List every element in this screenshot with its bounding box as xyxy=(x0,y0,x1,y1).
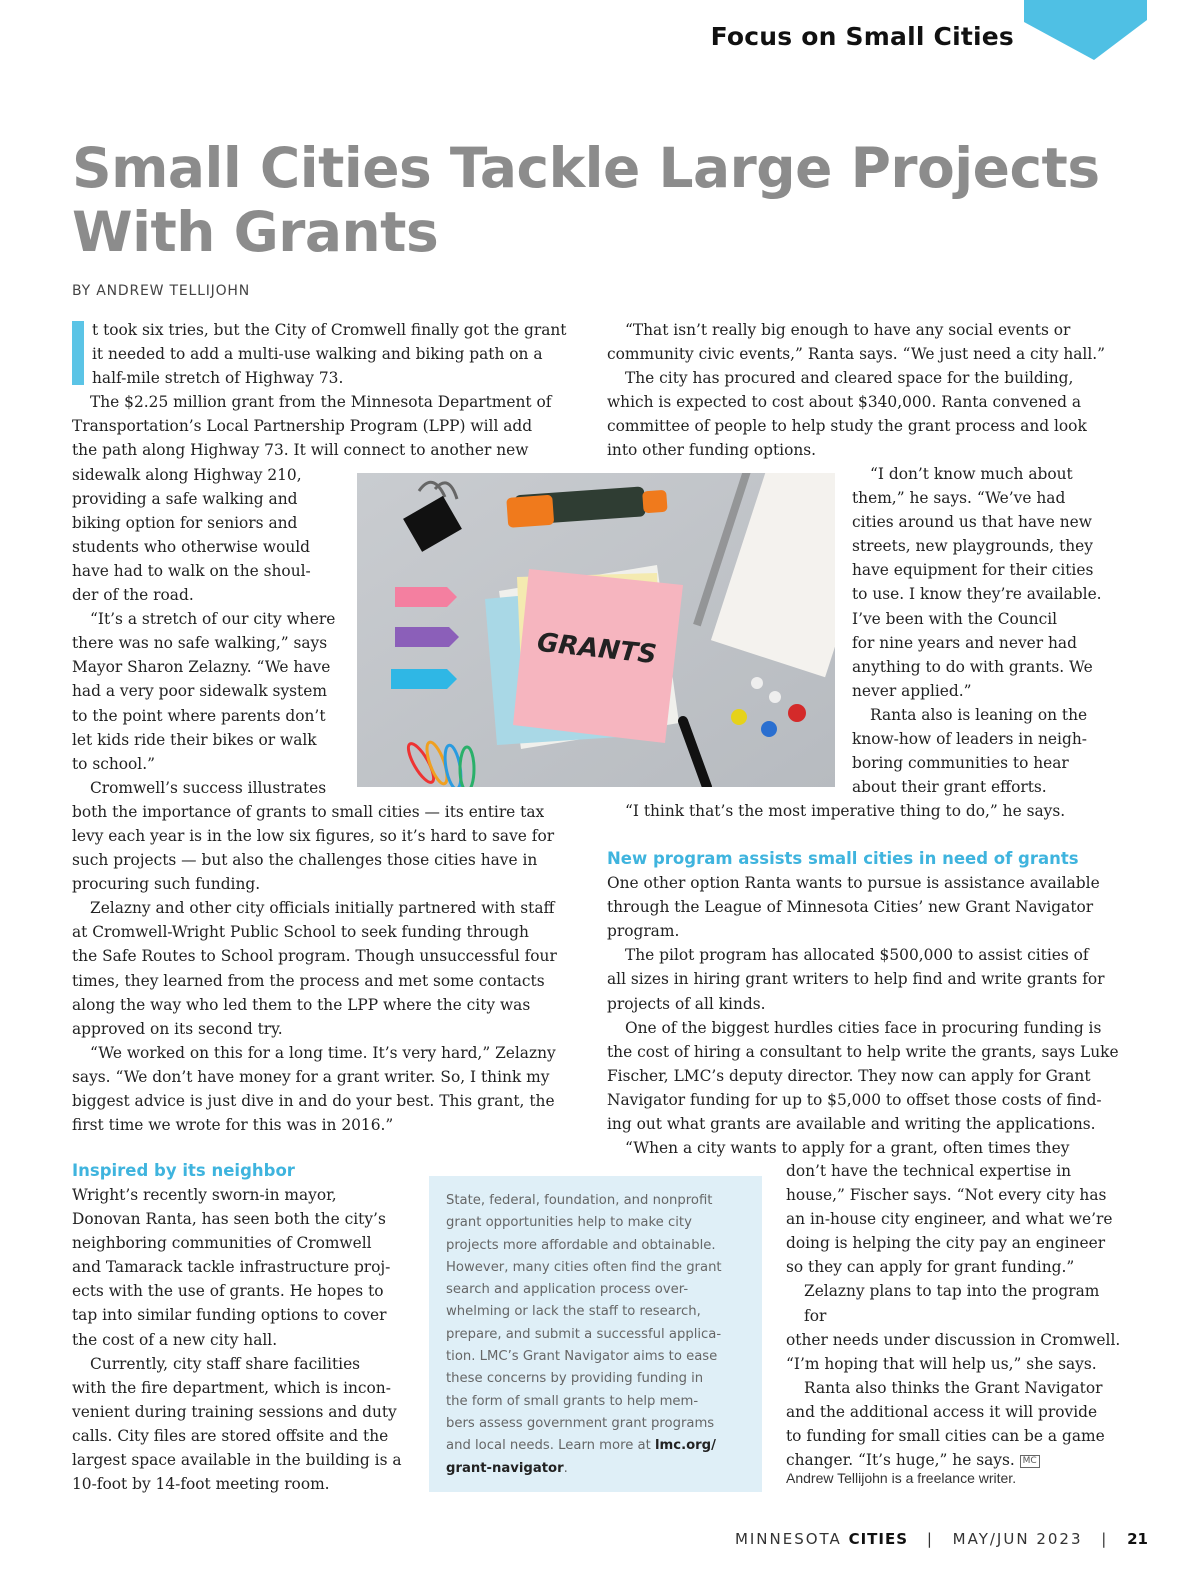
sidebar-line: the form of small grants to help mem- xyxy=(446,1393,699,1409)
body-line xyxy=(786,1448,1126,1472)
body-line: “I think that’s the most imperative thing to do,” he says. xyxy=(625,802,1066,820)
body-line: One of the biggest hurdles cities face in procuring funding is xyxy=(625,1018,1102,1037)
left-column-bottom xyxy=(72,1159,417,1496)
body-line: other needs under discussion in Cromwell. xyxy=(786,1330,1121,1349)
body-line-text: changer. “It’s huge,” he says. xyxy=(786,1451,1015,1470)
body-line: it needed to add a multi-use walking and biking path on a xyxy=(92,345,543,364)
desk-supplies-illustration xyxy=(357,473,835,787)
body-line: Mayor Sharon Zelazny. “We have xyxy=(72,658,331,677)
photo-note-text: GRANTS xyxy=(535,627,658,671)
body-line: streets, new playgrounds, they xyxy=(852,537,1093,556)
sidebar-end-punct: . xyxy=(563,1460,568,1476)
end-mark-icon: MC xyxy=(1020,1455,1040,1468)
sidebar-line: and local needs. Learn more at xyxy=(446,1438,651,1454)
body-line: boring communities to hear xyxy=(852,754,1069,773)
body-line: neighboring communities of Cromwell xyxy=(72,1234,372,1253)
body-line: venient during training sessions and duty xyxy=(72,1402,397,1421)
body-line: cities around us that have new xyxy=(852,513,1092,532)
body-line: both the importance of grants to small cities — its entire tax xyxy=(72,802,545,821)
body-line: Ranta also thinks the Grant Navigator xyxy=(804,1378,1103,1397)
headline-line-2: With Grants xyxy=(72,200,439,264)
article-headline xyxy=(72,136,1122,264)
body-line: at Cromwell-Wright Public School to seek funding through xyxy=(72,923,529,942)
sidebar-line: whelming or lack the staff to research, xyxy=(446,1304,701,1320)
body-line: ects with the use of grants. He hopes to xyxy=(72,1282,384,1301)
body-line: let kids ride their bikes or walk xyxy=(72,730,317,749)
body-line: have equipment for their cities xyxy=(852,561,1094,580)
sidebar-line: tion. LMC’s Grant Navigator aims to ease xyxy=(446,1349,718,1365)
page-number: 21 xyxy=(1127,1530,1148,1548)
body-line: about their grant efforts. xyxy=(852,778,1047,797)
grant-navigator-link-cont[interactable]: grant-navigator xyxy=(446,1460,564,1476)
body-line: Fischer, LMC’s deputy director. They now can apply for Grant xyxy=(607,1066,1091,1085)
body-line: there was no safe walking,” says xyxy=(72,634,328,653)
body-line: such projects — but also the challenges those cities have in xyxy=(72,851,538,870)
body-line: which is expected to cost about $340,000. Ranta convened a xyxy=(607,393,1082,412)
body-line: and the additional access it will provide xyxy=(786,1402,1098,1421)
body-line: along the way who led them to the LPP where the city was xyxy=(72,995,531,1014)
body-line: don’t have the technical expertise in xyxy=(786,1162,1072,1180)
body-line: them,” he says. “We’ve had xyxy=(852,489,1066,508)
right-column-middle xyxy=(607,799,1127,1160)
grant-navigator-link[interactable]: lmc.org/ xyxy=(655,1438,716,1454)
body-line: The $2.25 million grant from the Minnesota Department of xyxy=(90,393,552,412)
body-line: anything to do with grants. We xyxy=(852,657,1093,676)
body-line: tap into similar funding options to cover xyxy=(72,1306,387,1325)
body-line: house,” Fischer says. “Not every city has xyxy=(786,1186,1107,1205)
body-line: Navigator funding for up to $5,000 to offset those costs of find- xyxy=(607,1090,1102,1109)
grant-navigator-sidebar xyxy=(429,1176,762,1492)
sticky-flag-pink xyxy=(395,587,457,607)
body-line: Cromwell’s success illustrates xyxy=(90,778,327,797)
body-line: Ranta also is leaning on the xyxy=(870,705,1088,724)
byline: BY ANDREW TELLIJOHN xyxy=(72,283,251,299)
body-line: One other option Ranta wants to pursue is assistance available xyxy=(607,874,1100,893)
body-line: all sizes in hiring grant writers to help find and write grants for xyxy=(607,970,1105,989)
sticky-flag-purple xyxy=(395,627,459,647)
sidebar-line: prepare, and submit a successful applica- xyxy=(446,1326,722,1342)
sidebar-line: bers assess government grant programs xyxy=(446,1415,715,1431)
footer-divider: | xyxy=(1101,1530,1109,1548)
body-line: students who otherwise would xyxy=(72,537,311,556)
body-line: into other funding options. xyxy=(607,441,817,460)
right-column-top xyxy=(607,318,1127,463)
sticky-flag-blue xyxy=(391,669,457,689)
body-line: approved on its second try. xyxy=(72,1019,283,1038)
body-line: der of the road. xyxy=(72,586,194,605)
body-line: 10-foot by 14-foot meeting room. xyxy=(72,1475,330,1494)
section-tag: Focus on Small Cities xyxy=(710,22,1014,51)
subhead-new-program: New program assists small cities in need of grants xyxy=(607,849,1079,869)
body-line: “When a city wants to apply for a grant, often times they xyxy=(625,1139,1070,1158)
body-line: through the League of Minnesota Cities’ new Grant Navigator xyxy=(607,898,1094,917)
body-line: calls. City files are stored offsite and the xyxy=(72,1426,389,1445)
sidebar-line: State, federal, foundation, and nonprofit xyxy=(446,1193,713,1208)
body-line: committee of people to help study the grant process and look xyxy=(607,417,1087,436)
corner-tab-shape xyxy=(1024,0,1147,64)
body-line: biggest advice is just dive in and do your best. This grant, the xyxy=(72,1092,555,1110)
body-line: with the fire department, which is incon- xyxy=(72,1378,391,1397)
issue-date: MAY/JUN 2023 xyxy=(952,1530,1083,1548)
right-column-bottom xyxy=(786,1159,1126,1472)
body-line: biking option for seniors and xyxy=(72,513,298,532)
body-line: The pilot program has allocated $500,000 to assist cities of xyxy=(625,946,1089,965)
body-line: an in-house city engineer, and what we’re xyxy=(786,1210,1113,1229)
body-line: the Safe Routes to School program. Though unsuccessful four xyxy=(72,947,557,966)
publication-name-b: CITIES xyxy=(848,1530,909,1548)
body-line: “It’s a stretch of our city where xyxy=(90,610,336,629)
sidebar-line: projects more affordable and obtainable. xyxy=(446,1237,716,1253)
right-column-wrap xyxy=(852,462,1127,799)
body-line: to the point where parents don’t xyxy=(72,706,326,725)
body-line: to school.” xyxy=(72,754,155,773)
article-photo xyxy=(357,473,835,787)
subhead-inspired: Inspired by its neighbor xyxy=(72,1161,295,1180)
sidebar-line: these concerns by providing funding in xyxy=(446,1371,704,1387)
body-line: largest space available in the building is a xyxy=(72,1451,402,1470)
body-line: community civic events,” Ranta says. “We just need a city hall.” xyxy=(607,345,1106,364)
body-line: “We worked on this for a long time. It’s very hard,” Zelazny xyxy=(90,1043,556,1062)
body-line: levy each year is in the low six figures, so it’s hard to save for xyxy=(72,826,555,845)
body-line: says. “We don’t have money for a grant writer. So, I think my xyxy=(72,1067,550,1086)
body-line: sidewalk along Highway 210, xyxy=(72,465,302,484)
author-credit: Andrew Tellijohn is a freelance writer. xyxy=(786,1470,1017,1486)
body-line: Donovan Ranta, has seen both the city’s xyxy=(72,1210,386,1229)
body-line: Currently, city staff share facilities xyxy=(90,1354,361,1373)
body-line: the cost of hiring a consultant to help write the grants, says Luke xyxy=(607,1042,1119,1061)
body-line: providing a safe walking and xyxy=(72,489,298,508)
sidebar-text xyxy=(446,1190,746,1480)
body-line: had a very poor sidewalk system xyxy=(72,682,327,701)
body-line: “I don’t know much about xyxy=(870,465,1073,483)
body-line: “I’m hoping that will help us,” she says. xyxy=(786,1354,1097,1373)
publication-name-a: MINNESOTA xyxy=(734,1530,842,1548)
body-line: so they can apply for grant funding.” xyxy=(786,1258,1075,1277)
body-line: have had to walk on the shoul- xyxy=(72,561,311,580)
body-line: to use. I know they’re available. xyxy=(852,585,1102,604)
body-line: doing is helping the city pay an engineer xyxy=(786,1234,1106,1253)
body-line: half-mile stretch of Highway 73. xyxy=(92,369,344,388)
body-line: and Tamarack tackle infrastructure proj- xyxy=(72,1258,391,1277)
body-line: “That isn’t really big enough to have any social events or xyxy=(625,321,1071,339)
body-line: know-how of leaders in neigh- xyxy=(852,730,1087,749)
sidebar-line: search and application process over- xyxy=(446,1282,689,1298)
page-footer xyxy=(735,1530,1148,1548)
body-line: projects of all kinds. xyxy=(607,994,766,1013)
body-line: Zelazny and other city officials initially partnered with staff xyxy=(90,899,555,918)
body-line: first time we wrote for this was in 2016.” xyxy=(72,1116,394,1135)
headline-line-1: Small Cities Tackle Large Projects xyxy=(72,136,1100,200)
sidebar-line: However, many cities often find the grant xyxy=(446,1259,722,1275)
footer-divider: | xyxy=(926,1530,934,1548)
body-line: the path along Highway 73. It will connect to another new xyxy=(72,441,529,460)
body-line: Wright’s recently sworn-in mayor, xyxy=(72,1186,337,1204)
body-line: t took six tries, but the City of Cromwell finally got the grant xyxy=(92,321,567,339)
body-line: procuring such funding. xyxy=(72,875,261,894)
body-line: program. xyxy=(607,922,680,941)
body-line: to funding for small cities can be a game xyxy=(786,1427,1105,1446)
body-line: I’ve been with the Council xyxy=(852,609,1058,628)
body-line: for nine years and never had xyxy=(852,633,1077,652)
body-line: ing out what grants are available and writing the applications. xyxy=(607,1115,1096,1134)
body-line: The city has procured and cleared space for the building, xyxy=(625,369,1074,388)
body-line: never applied.” xyxy=(852,681,972,700)
body-line: times, they learned from the process and met some contacts xyxy=(72,971,545,990)
body-line: the cost of a new city hall. xyxy=(72,1330,278,1349)
sidebar-line: grant opportunities help to make city xyxy=(446,1215,692,1231)
drop-cap-bar xyxy=(72,321,84,385)
body-line: Zelazny plans to tap into the program for xyxy=(804,1282,1100,1325)
body-line: Transportation’s Local Partnership Program (LPP) will add xyxy=(72,417,533,436)
